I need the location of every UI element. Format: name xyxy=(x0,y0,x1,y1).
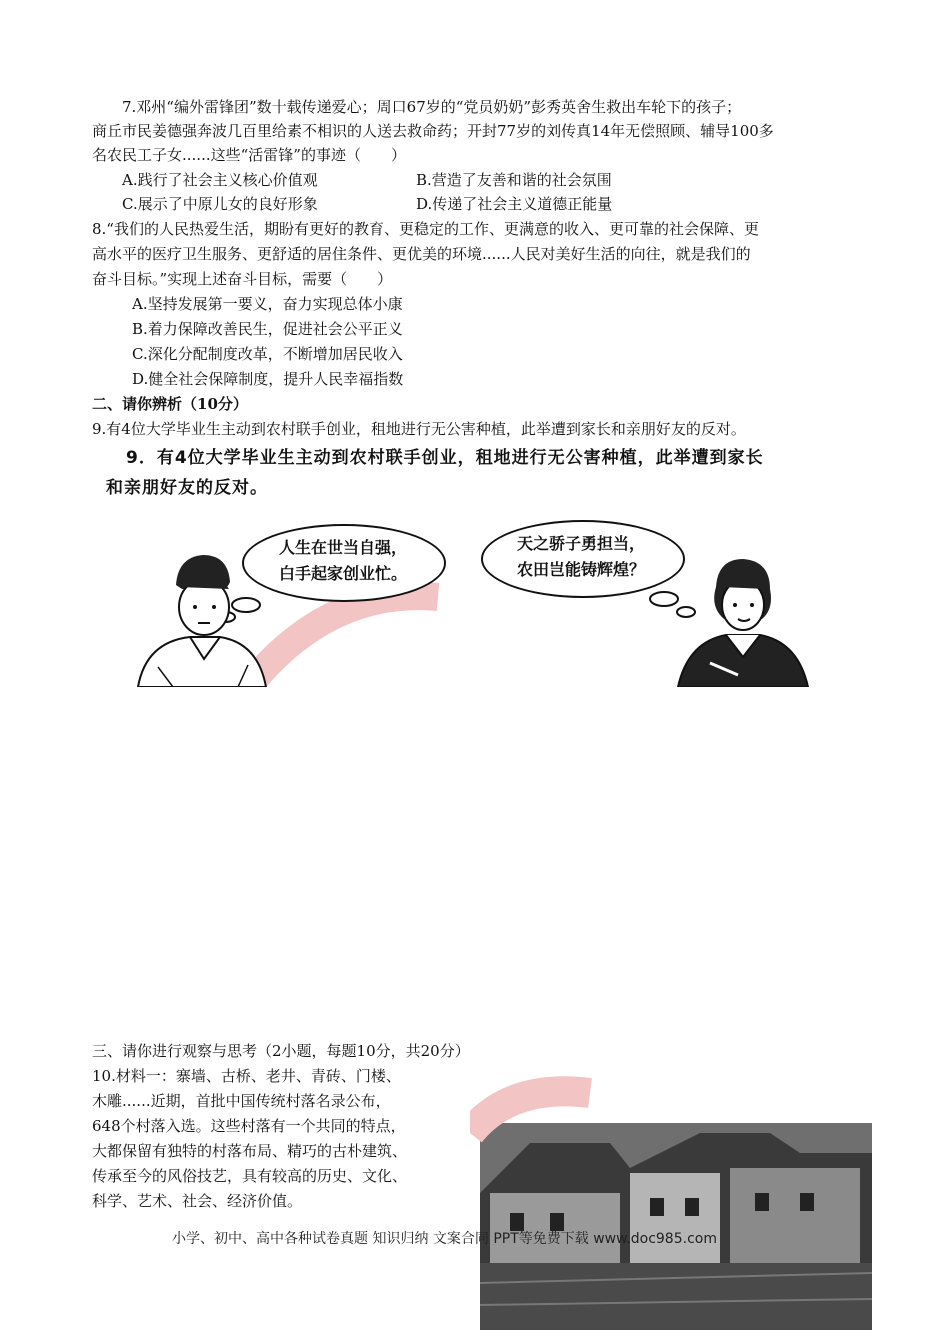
q7-option-a: A.践行了社会主义核心价值观 xyxy=(122,171,318,189)
q8-option-b: B.着力保障改善民生，促进社会公平正义 xyxy=(132,320,403,338)
left-bubble-tail-1 xyxy=(232,598,260,612)
q7-option-b: B.营造了友善和谐的社会氛围 xyxy=(416,171,612,189)
q7-line-1: 7.邓州“编外雷锋团”数十载传递爱心；周口67岁的“党员奶奶”彭秀英舍生救出车轮下的孩子； xyxy=(122,98,742,116)
q10-line-1: 10.材料一：寨墙、古桥、老井、青砖、门楼、 xyxy=(92,1067,401,1085)
q10-line-5: 传承至今的风俗技艺，具有较高的历史、文化、 xyxy=(92,1167,408,1185)
right-bubble-line-1: 天之骄子勇担当， xyxy=(516,534,645,553)
village-photo xyxy=(470,1073,872,1330)
section-2-heading: 二、请你辨析（10分） xyxy=(92,395,248,413)
village-photo-illustration xyxy=(470,1073,872,1330)
q10-line-3: 648个村落入选。这些村落有一个共同的特点， xyxy=(92,1117,406,1135)
right-bubble-tail-2 xyxy=(677,607,695,617)
cartoon-title-line-1: 9．有4位大学毕业生主动到农村联手创业，租地进行无公害种植，此举遭到家长 xyxy=(126,448,764,468)
q8-line-3: 奋斗目标。”实现上述奋斗目标，需要（ ） xyxy=(92,270,393,288)
right-bubble-text xyxy=(486,531,676,583)
q9-text: 9.有4位大学毕业生主动到农村联手创业，租地进行无公害种植，此举遭到家长和亲朋好友的反对。 xyxy=(92,420,746,438)
footer-text: 小学、初中、高中各种试卷真题 知识归纳 文案合同 PPT等免费下载 www.doc985.com xyxy=(172,1231,717,1247)
left-bubble-line-2: 白手起家创业忙。 xyxy=(278,564,407,583)
q8-option-c: C.深化分配制度改革，不断增加居民收入 xyxy=(132,345,403,363)
q8-line-1: 8.“我们的人民热爱生活，期盼有更好的教育、更稳定的工作、更满意的收入、更可靠的社会保障、更 xyxy=(92,220,759,238)
left-bubble-line-1: 人生在世当自强， xyxy=(278,538,407,557)
q10-line-2: 木雕......近期，首批中国传统村落名录公布， xyxy=(92,1092,391,1110)
q7-option-d: D.传递了社会主义道德正能量 xyxy=(416,195,613,213)
right-bubble-line-2: 农田岂能铸辉煌？ xyxy=(516,560,645,579)
q8-option-d: D.健全社会保障制度，提升人民幸福指数 xyxy=(132,370,404,388)
q10-line-4: 大都保留有独特的村落布局、精巧的古朴建筑、 xyxy=(92,1142,408,1160)
q8-line-2: 高水平的医疗卫生服务、更舒适的居住条件、更优美的环境......人民对美好生活的向往，就是我们的 xyxy=(92,245,751,263)
q7-line-2: 商丘市民姜德强奔波几百里给素不相识的人送去救命药；开封77岁的刘传真14年无偿照顾、辅导100多 xyxy=(92,122,774,140)
q8-option-a: A.坚持发展第一要义，奋力实现总体小康 xyxy=(132,295,403,313)
right-bubble-tail-1 xyxy=(650,592,678,606)
cartoon-title-line-2: 和亲朋好友的反对。 xyxy=(106,478,268,498)
q10-line-6: 科学、艺术、社会、经济价值。 xyxy=(92,1192,303,1210)
q7-line-3: 名农民工子女......这些“活雷锋”的事迹（ ） xyxy=(92,146,406,164)
watermark-arc xyxy=(248,596,438,687)
girl-figure xyxy=(678,559,808,687)
q7-option-c: C.展示了中原儿女的良好形象 xyxy=(122,195,318,213)
cartoon-figure xyxy=(98,437,858,687)
left-bubble-text xyxy=(248,535,438,587)
section-3-heading: 三、请你进行观察与思考（2小题，每题10分，共20分） xyxy=(92,1042,470,1060)
